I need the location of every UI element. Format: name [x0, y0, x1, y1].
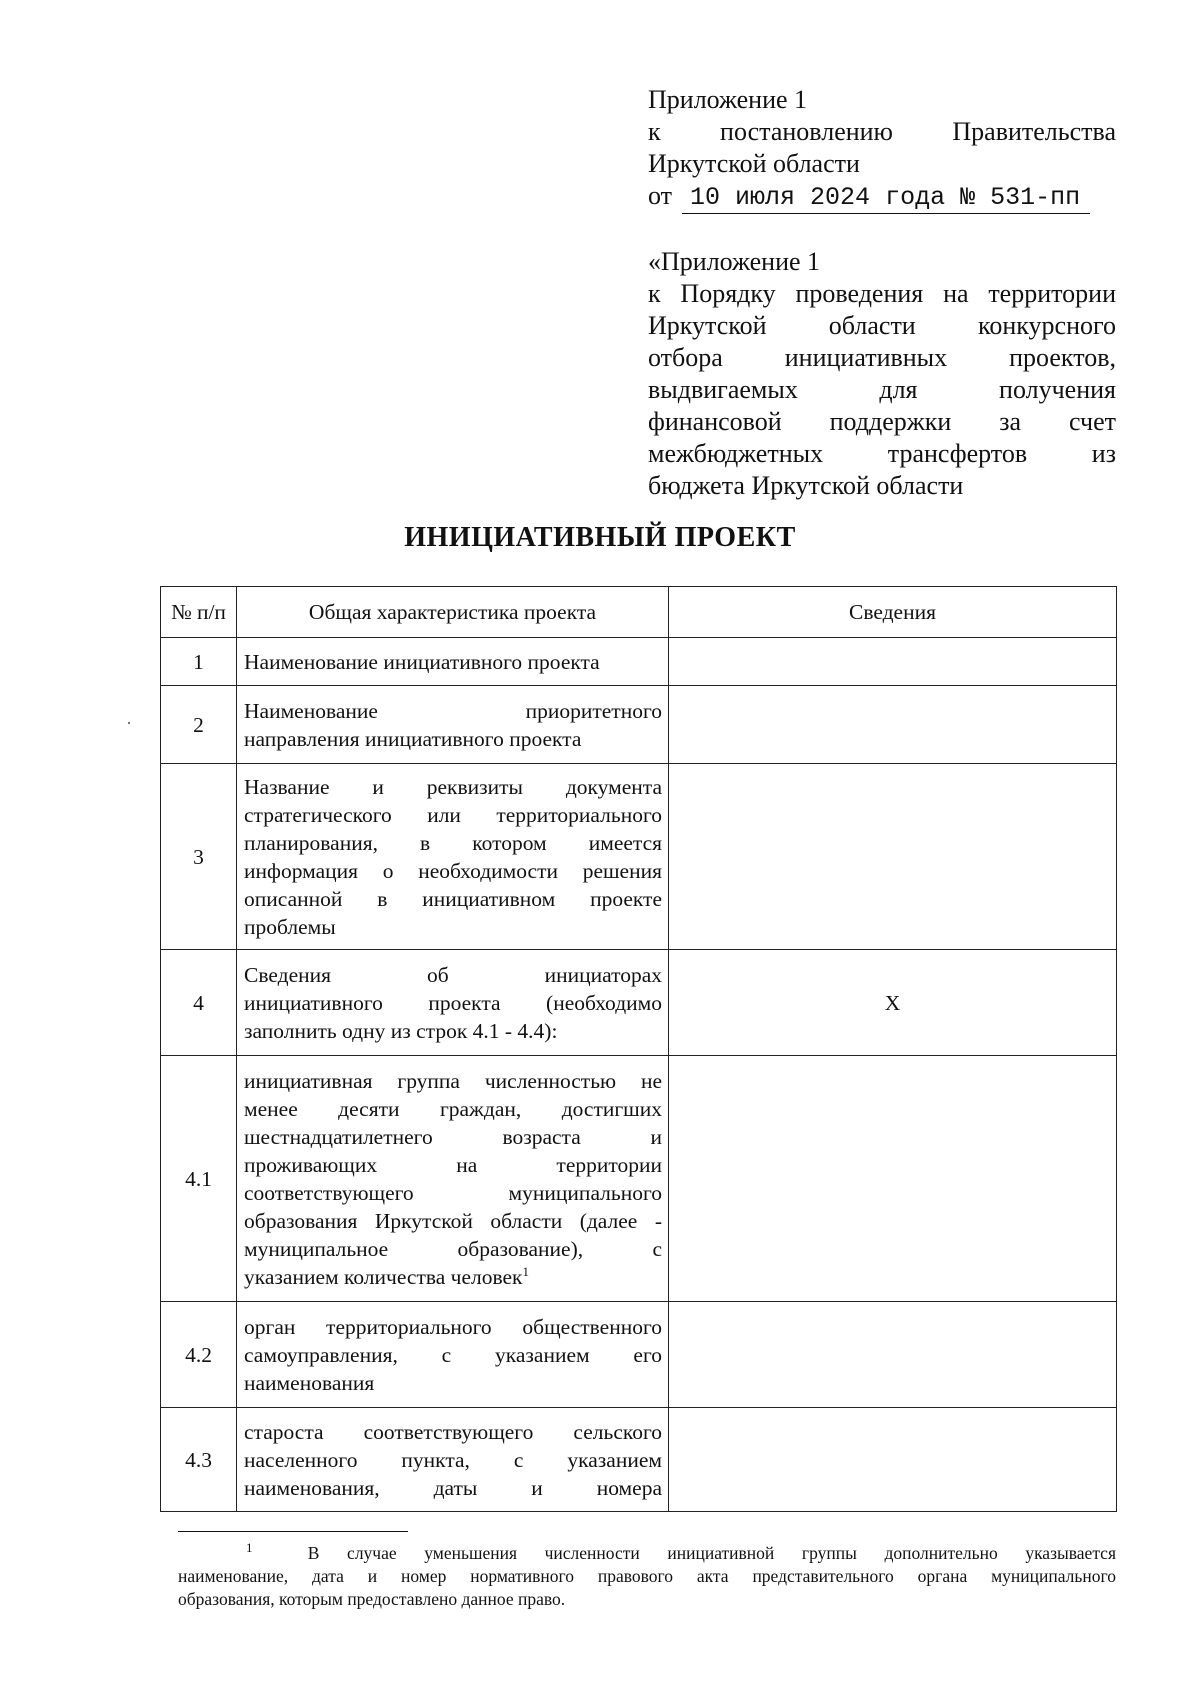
quote-line: межбюджетных трансфертов из [648, 439, 1116, 468]
appendix-quote [648, 246, 1116, 502]
quote-line: выдвигаемых для получения [648, 375, 1116, 404]
document-title: ИНИЦИАТИВНЫЙ ПРОЕКТ [404, 522, 796, 553]
row-description: орган территориального общественного самоуправления, с указанием его наименования [237, 1302, 669, 1408]
row-description: староста соответствующего сельского населенного пункта, с указанием наименования, даты и номера [237, 1408, 669, 1512]
row-description: Наименование приоритетного направления инициативного проекта [237, 686, 669, 764]
row-description: Наименование инициативного проекта [237, 638, 669, 686]
footnote-divider [178, 1531, 408, 1532]
footnote: $^1$ В случае уменьшения численности инициативной группы дополнительно указывается наименование, дата и номер нормативного правового акта представительного органа муниципального образования, которым предоставлено данное право. [178, 1540, 1116, 1609]
date-value: 10 июля 2024 года № 531-пп [682, 183, 1090, 214]
quote-line: бюджета Иркутской области [648, 471, 964, 500]
row-num: 4.3 [161, 1408, 237, 1512]
table-row [161, 1408, 1117, 1512]
date-prefix: от [648, 181, 673, 210]
row-num: 1 [161, 638, 237, 686]
table-row [161, 950, 1117, 1056]
row-num: 4.1 [161, 1056, 237, 1302]
row-info-cell[interactable] [669, 638, 1117, 686]
row-description: Сведения об инициаторах инициативного проекта (необходимо заполнить одну из строк 4.1 - 4.4): [237, 950, 669, 1056]
row-info-cell[interactable] [669, 686, 1117, 764]
appendix-header-line2: к постановлению Правительства [648, 117, 1117, 146]
row-num: 3 [161, 764, 237, 950]
row-info-cell[interactable] [669, 1302, 1117, 1408]
footnote-marker: 1 [246, 1540, 253, 1556]
appendix-header-line3: Иркутской области [648, 149, 860, 178]
row-info-cell[interactable] [669, 1408, 1117, 1512]
table-row [161, 1056, 1117, 1302]
quote-line: Иркутской области конкурсного [648, 311, 1116, 340]
quote-line: финансовой поддержки за счет [648, 407, 1116, 436]
quote-line: «Приложение 1 [648, 247, 821, 276]
table-row [161, 764, 1117, 950]
row-num: 4 [161, 950, 237, 1056]
appendix-header [648, 84, 1116, 214]
table-row [161, 638, 1117, 686]
header-info: Сведения [669, 587, 1117, 638]
table-header-row [161, 587, 1117, 638]
row-info-cell[interactable] [669, 764, 1117, 950]
table-row [161, 686, 1117, 764]
row-description: инициативная группа численностью не менее десяти граждан, достигших шестнадцатилетнего возраста и проживающих на территории соответствующего муниципального образования Иркутской области (далее - муниципальное образование), с указанием количества человек$^1$ [237, 1056, 669, 1302]
row-num: 4.2 [161, 1302, 237, 1408]
quote-line: к Порядку проведения на территории [648, 279, 1116, 308]
row-description: Название и реквизиты документа стратегического или территориального планирования, в котором имеется информация о необходимости решения описанной в инициативном проекте проблемы [237, 764, 669, 950]
row-info-cell[interactable]: X [669, 950, 1117, 1056]
row-info-cell[interactable] [669, 1056, 1117, 1302]
table-row [161, 1302, 1117, 1408]
row-num: 2 [161, 686, 237, 764]
header-num: № п/п [161, 587, 237, 638]
project-table [160, 586, 1117, 1512]
footnote-ref[interactable]: 1 [522, 1263, 530, 1279]
quote-line: отбора инициативных проектов, [648, 343, 1116, 372]
scan-speck [128, 722, 130, 724]
header-characteristic: Общая характеристика проекта [237, 587, 669, 638]
appendix-header-date [648, 180, 1116, 214]
appendix-header-line1: Приложение 1 [648, 85, 808, 114]
